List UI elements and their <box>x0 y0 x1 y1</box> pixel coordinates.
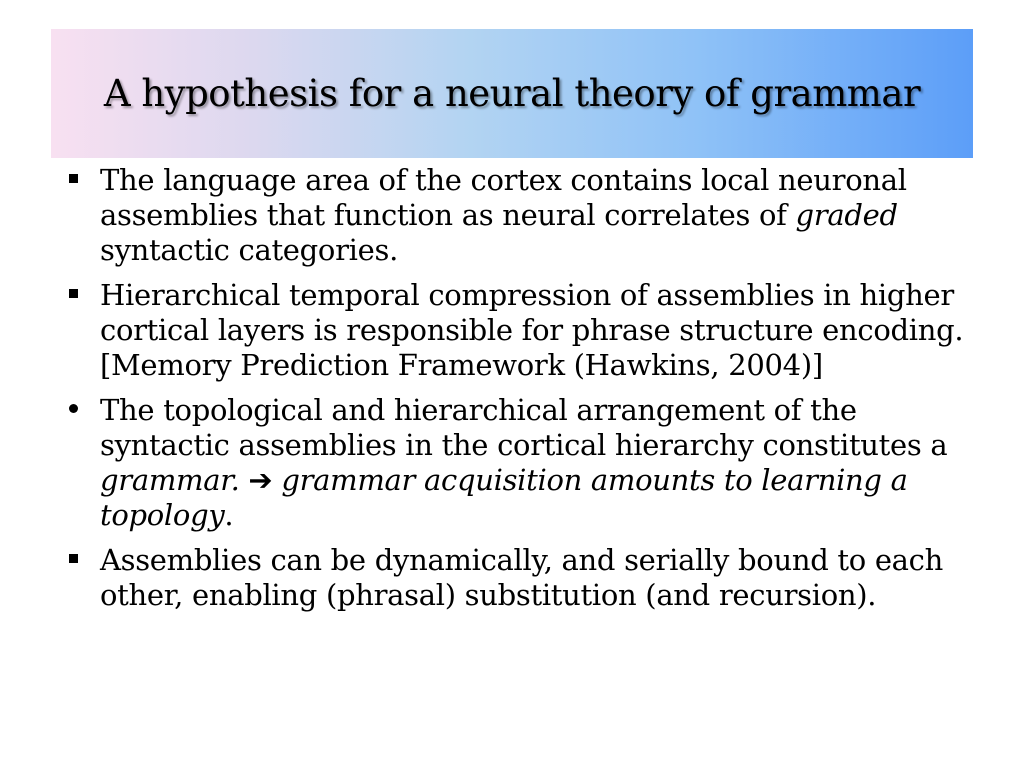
bullet-text <box>100 393 947 532</box>
bullet-list <box>62 163 992 623</box>
italic-segment: graded <box>795 198 898 232</box>
text-segment: syntactic categories. <box>100 233 398 267</box>
italic-segment: grammar acquisition amounts to learning a topology <box>100 463 908 532</box>
title-bar <box>51 29 973 158</box>
text-segment: Assemblies can be dynamically, and serially bound to each other, enabling (phrasal) substitution (and recursion). <box>100 543 943 612</box>
square-bullet-icon <box>62 278 84 313</box>
italic-segment: grammar. <box>100 463 240 497</box>
arrow-icon: ➔ <box>239 463 282 497</box>
square-bullet-icon <box>62 163 84 198</box>
text-segment: . <box>224 498 234 532</box>
square-bullet-icon <box>62 543 84 578</box>
bullet-text <box>100 163 907 267</box>
bullet-item-cortex-assemblies <box>62 163 992 268</box>
bullet-item-temporal-compression <box>62 278 992 383</box>
text-segment: The topological and hierarchical arrangement of the syntactic assemblies in the cortical hierarchy constitutes a <box>100 393 948 462</box>
bullet-item-assemblies-bound <box>62 543 992 613</box>
round-bullet-icon <box>62 393 84 428</box>
bullet-text <box>100 278 963 382</box>
text-segment: Hierarchical temporal compression of assemblies in higher cortical layers is responsible for phrase structure encoding. [Memory Prediction Framework (Hawkins, 2004)] <box>100 278 964 382</box>
bullet-text <box>100 543 943 612</box>
slide-title: A hypothesis for a neural theory of grammar <box>103 72 921 115</box>
text-segment: The language area of the cortex contains local neuronal assemblies that function as neural correlates of <box>100 163 907 232</box>
bullet-item-topological-arrangement <box>62 393 992 533</box>
